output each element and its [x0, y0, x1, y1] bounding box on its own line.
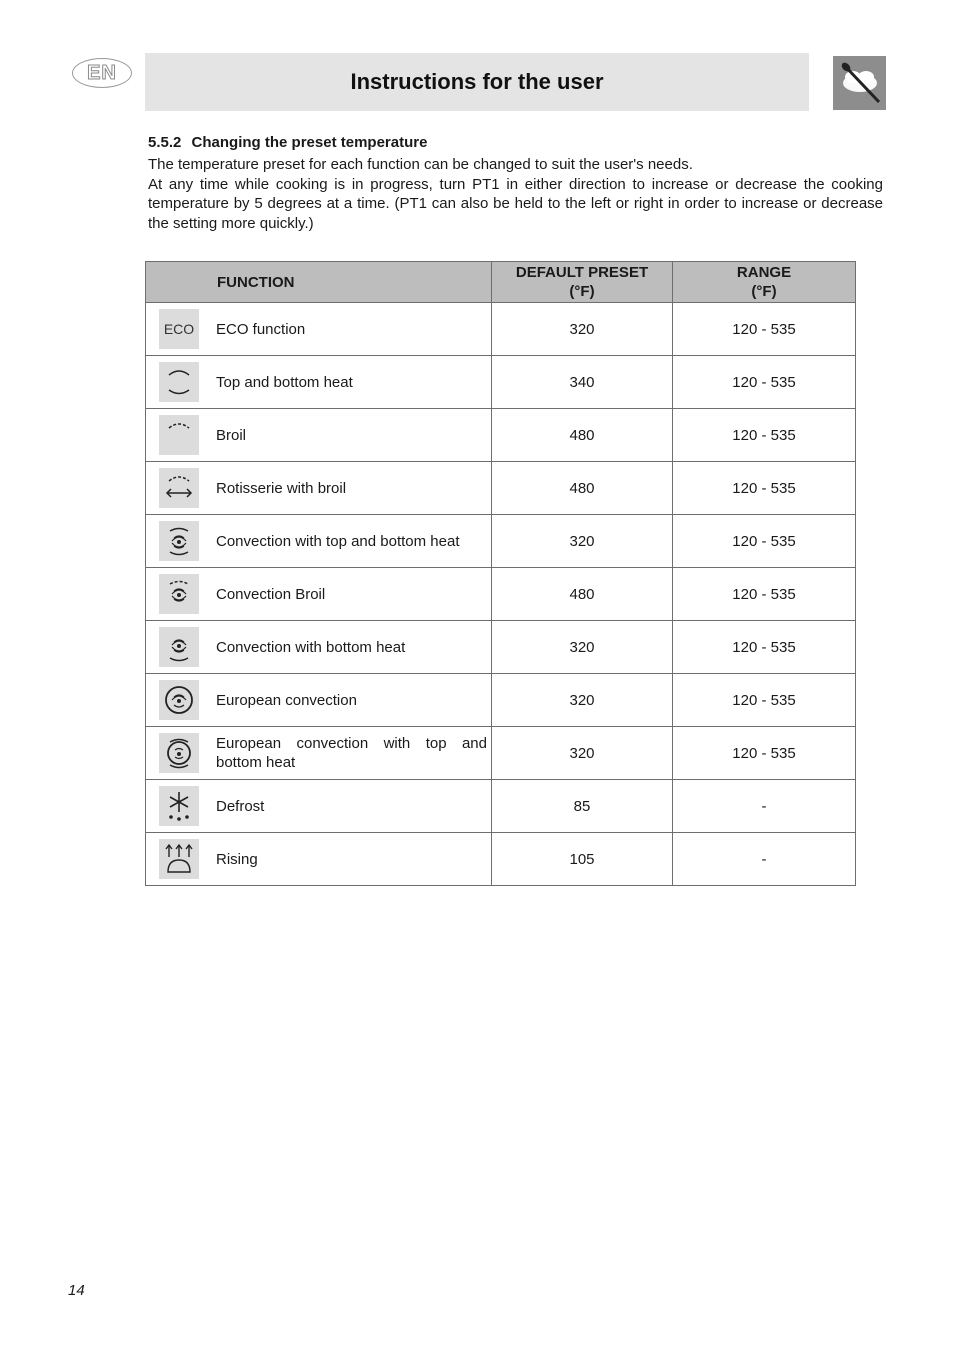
range-header-line1: RANGE	[736, 264, 792, 281]
convection-broil-icon	[159, 574, 199, 614]
function-name: Convection with top and bottom heat	[216, 532, 460, 550]
rotisserie-broil-icon	[159, 468, 199, 508]
function-name: Rotisserie with broil	[216, 479, 347, 497]
language-badge: EN	[72, 58, 132, 88]
table-row	[146, 303, 856, 356]
range-value: 120 - 535	[673, 674, 856, 727]
table-header-row	[146, 262, 856, 303]
page-title: Instructions for the user	[350, 69, 604, 94]
page-number: 14	[68, 1282, 85, 1299]
eco-icon	[159, 309, 199, 349]
default-preset-value: 105	[492, 833, 673, 886]
default-preset-header-line1: DEFAULT PRESET	[515, 264, 649, 281]
default-preset-header-unit: (°F)	[569, 283, 595, 300]
function-name: Top and bottom heat	[216, 373, 353, 391]
range-value: 120 - 535	[673, 621, 856, 674]
rising-icon	[159, 839, 199, 879]
range-header	[673, 262, 856, 303]
function-name: Broil	[216, 426, 247, 444]
function-header: FUNCTION	[146, 262, 492, 303]
function-name: Convection Broil	[216, 585, 326, 603]
function-name: Convection with bottom heat	[216, 638, 406, 656]
default-preset-value: 320	[492, 515, 673, 568]
eco-icon-text: ECO	[163, 321, 195, 337]
table-row	[146, 462, 856, 515]
range-value: 120 - 535	[673, 409, 856, 462]
european-convection-top-bottom-icon	[159, 733, 199, 773]
default-preset-value: 480	[492, 568, 673, 621]
default-preset-value: 480	[492, 409, 673, 462]
default-preset-value: 320	[492, 727, 673, 780]
table-row	[146, 727, 856, 780]
table-row	[146, 833, 856, 886]
header-bar	[145, 53, 809, 111]
range-value: 120 - 535	[673, 727, 856, 780]
instruction-paragraph: At any time while cooking is in progress, turn PT1 in either direction to increase or decrease the cooking temperature by 5 degrees at a time. (PT1 can also be held to the left or right in order to increase or decrease the setting more quickly.)	[148, 175, 883, 232]
range-value: 120 - 535	[673, 303, 856, 356]
function-name: European convection	[216, 691, 357, 709]
intro-paragraph: The temperature preset for each function can be changed to suit the user's needs.	[148, 156, 693, 173]
european-convection-icon	[159, 680, 199, 720]
range-value: 120 - 535	[673, 515, 856, 568]
default-preset-value: 340	[492, 356, 673, 409]
table-row	[146, 515, 856, 568]
function-name: ECO function	[216, 320, 306, 338]
table-row	[146, 409, 856, 462]
table-row	[146, 621, 856, 674]
convection-top-bottom-icon	[159, 521, 199, 561]
chef-logo-icon	[833, 56, 886, 110]
top-bottom-heat-icon	[159, 362, 199, 402]
table-row	[146, 674, 856, 727]
table-row	[146, 568, 856, 621]
broil-icon	[159, 415, 199, 455]
default-preset-value: 320	[492, 674, 673, 727]
table-row	[146, 356, 856, 409]
range-value: 120 - 535	[673, 462, 856, 515]
range-header-unit: (°F)	[751, 283, 777, 300]
convection-bottom-icon	[159, 627, 199, 667]
preset-temperature-table	[145, 261, 856, 886]
function-name: Defrost	[216, 797, 265, 815]
function-name: European convection with top and bottom heat	[216, 735, 487, 771]
default-preset-value: 320	[492, 621, 673, 674]
function-name: Rising	[216, 850, 258, 868]
table-row	[146, 780, 856, 833]
section-heading	[148, 134, 883, 151]
section-title: Changing the preset temperature	[191, 134, 428, 151]
range-value: 120 - 535	[673, 568, 856, 621]
default-preset-value: 85	[492, 780, 673, 833]
default-preset-value: 320	[492, 303, 673, 356]
defrost-icon	[159, 786, 199, 826]
default-preset-header	[492, 262, 673, 303]
range-value: 120 - 535	[673, 356, 856, 409]
range-value: -	[673, 833, 856, 886]
default-preset-value: 480	[492, 462, 673, 515]
section-number: 5.5.2	[148, 134, 182, 151]
range-value: -	[673, 780, 856, 833]
section-content	[148, 134, 883, 233]
